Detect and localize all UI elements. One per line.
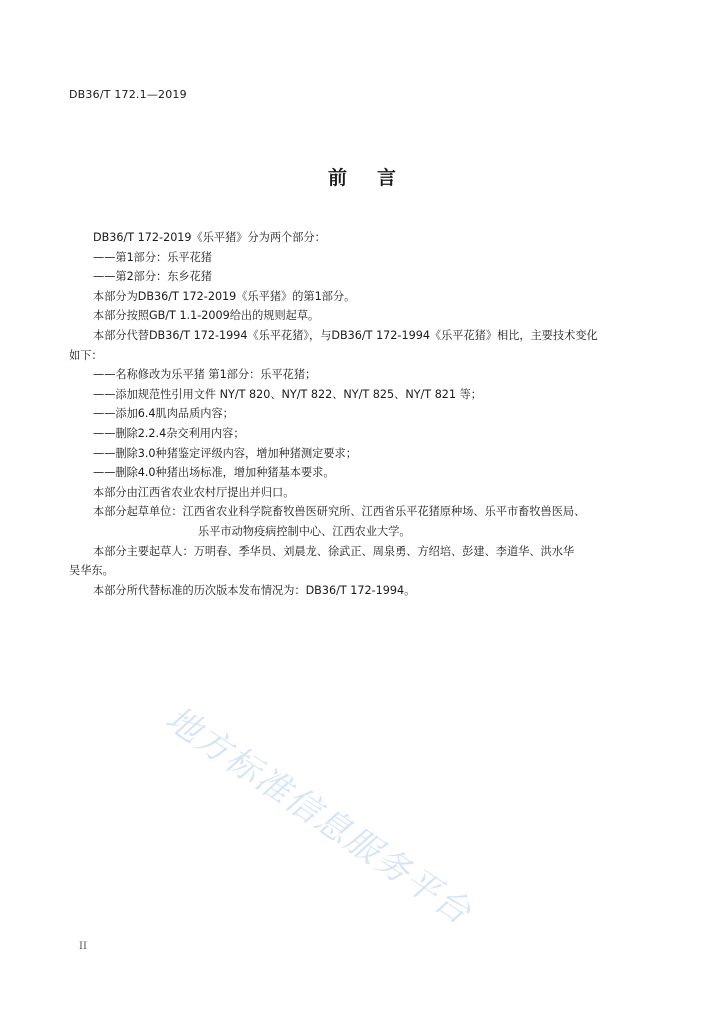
paragraph-drafting-units: 本部分起草单位：江西省农业科学院畜牧兽医研究所、江西省乐平花猪原种场、乐平市畜牧兽医局、 bbox=[93, 505, 586, 519]
list-item-change-1: ——名称修改为乐平猪 第1部分：乐平花猪； bbox=[93, 368, 317, 382]
paragraph-proposed-by: 本部分由江西省农业农村厅提出并归口。 bbox=[93, 485, 295, 499]
paragraph-replaces: 本部分代替DB36/T 172-1994《乐平花猪》，与DB36/T 172-1994《乐平花猪》相比，主要技术变化 bbox=[93, 328, 598, 342]
list-item-change-5: ——删除3.0种猪鉴定评级内容，增加种猪测定要求； bbox=[93, 446, 357, 460]
paragraph-parts: DB36/T 172-2019《乐平猪》分为两个部分： bbox=[93, 231, 326, 244]
list-item-part2: ——第2部分：东乡花猪 bbox=[93, 270, 212, 284]
page-title bbox=[0, 163, 724, 190]
list-item-change-6: ——删除4.0种猪出场标准，增加种猪基本要求。 bbox=[93, 466, 335, 480]
foreword-body bbox=[69, 228, 641, 600]
list-item-change-2: ——添加规范性引用文件 NY/T 820、NY/T 822、NY/T 825、NY/T 821 等； bbox=[93, 387, 482, 401]
page-number: II bbox=[79, 941, 87, 952]
document-code: DB36/T 172.1—2019 bbox=[69, 88, 187, 101]
title-char-1: 前 bbox=[327, 167, 347, 189]
title-char-2: 言 bbox=[377, 167, 397, 189]
paragraph-drafters: 本部分主要起草人：万明春、季华员、刘晨龙、徐武正、周泉勇、方绍培、彭建、李道华、洪水华 bbox=[93, 544, 575, 558]
list-item-change-4: ——删除2.2.4杂交利用内容； bbox=[93, 426, 245, 440]
watermark: 地方标准信息服务平台 bbox=[158, 698, 479, 934]
paragraph-version-history: 本部分所代替标准的历次版本发布情况为：DB36/T 172-1994。 bbox=[93, 583, 416, 597]
paragraph-drafting-units-cont: 乐平市动物疫病控制中心、江西农业大学。 bbox=[198, 524, 411, 538]
list-item-part1: ——第1部分：乐平花猪 bbox=[93, 250, 212, 264]
paragraph-replaces-cont: 如下： bbox=[69, 348, 103, 362]
paragraph-drafters-cont: 吴华东。 bbox=[69, 564, 114, 578]
paragraph-scope: 本部分为DB36/T 172-2019《乐平猪》的第1部分。 bbox=[93, 289, 356, 303]
list-item-change-3: ——添加6.4肌肉品质内容； bbox=[93, 407, 234, 421]
paragraph-drafting-rules: 本部分按照GB/T 1.1-2009给出的规则起草。 bbox=[93, 309, 320, 323]
